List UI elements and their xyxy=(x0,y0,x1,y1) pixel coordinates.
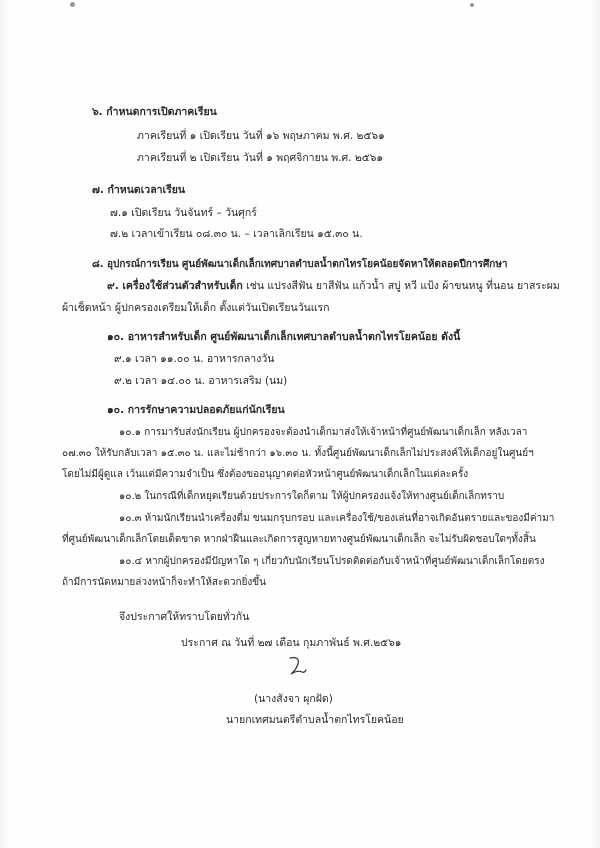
scan-mark xyxy=(70,2,75,7)
section-7-heading: ๗. กำหนดเวลาเรียน xyxy=(92,184,186,196)
section-9-text-1: เช่น แปรงสีฟัน ยาสีฟัน แก้วน้ำ สบู่ หวี แป้ง ผ้าขนหนู ที่นอน ยาสระผม xyxy=(246,280,560,292)
safety-3-line-2: ที่ศูนย์พัฒนาเด็กเล็กโดยเด็ดขาด หากฝ่าฝืนและเกิดการสูญหายทางศูนย์พัฒนาเด็กเล็ก จะไม่รับผิดชอบใดๆทั้งสิ้น xyxy=(62,534,536,545)
term-2-text: ภาคเรียนที่ ๒ เปิดเรียน วันที่ ๑ พฤศจิกายน พ.ศ. ๒๕๖๑ xyxy=(137,152,384,164)
safety-1-line-3: โดยไม่มีผู้ดูแล เว้นแต่มีความจำเป็น ซึ่งต้องขออนุญาตต่อหัวหน้าศูนย์พัฒนาเด็กเล็กในแต่ละครั้ง xyxy=(62,469,469,480)
section-7-item-1: ๗.๑ เปิดเรียน วันจันทร์ – วันศุกร์ xyxy=(110,207,257,219)
signature-mark xyxy=(286,654,308,678)
section-8-heading: ๘. อุปกรณ์การเรียน ศูนย์พัฒนาเด็กเล็กเทศบาลตำบลน้ำตกไทรโยคน้อยจัดหาให้ตลอดปีการศึกษา xyxy=(92,259,508,270)
food-item-2: ๙.๒ เวลา ๑๔.๐๐ น. อาหารเสริม (นม) xyxy=(114,375,288,387)
signatory-title: นายกเทศมนตรีตำบลน้ำตกไทรโยคน้อย xyxy=(226,714,404,726)
food-item-1: ๙.๑ เวลา ๑๑.๐๐ น. อาหารกลางวัน xyxy=(114,353,275,365)
section-9-line-1 xyxy=(107,280,560,293)
safety-1-line-1: ๑๐.๑ การมารับส่งนักเรียน ผู้ปกครองจะต้องนำเด็กมาส่งให้เจ้าหน้าที่ศูนย์พัฒนาเด็กเล็ก หลังเวลา xyxy=(119,427,528,438)
safety-1-line-2: ๐๗.๓๐ ให้รับกลับเวลา ๑๕.๓๐ น. และไม่ช้ากว่า ๑๖.๓๐ น. ทั้งนี้ศูนย์พัฒนาเด็กเล็กไม่ประสงค์ให้เด็กอยู่ในศูนย์ฯ xyxy=(62,448,534,459)
section-9-lead: ๙. เครื่องใช้ส่วนตัวสำหรับเด็ก xyxy=(107,280,243,292)
section-10-safety-heading: ๑๐. การรักษาความปลอดภัยแก่นักเรียน xyxy=(107,404,285,416)
section-6-heading: ๖. กำหนดการเปิดภาคเรียน xyxy=(92,106,217,118)
safety-2-text: ๑๐.๒ ในกรณีที่เด็กหยุดเรียนด้วยประการใดก็ตาม ให้ผู้ปกครองแจ้งให้ทางศูนย์เด็กเล็กทราบ xyxy=(119,491,505,502)
section-9-line-2: ผ้าเช็ดหน้า ผู้ปกครองเตรียมให้เด็ก ตั้งแต่วันเปิดเรียนวันแรก xyxy=(62,302,330,314)
scan-mark xyxy=(470,3,474,7)
signatory-name: (นางสังจา ผุกฝัด) xyxy=(254,693,333,705)
announcement-text: จึงประกาศให้ทราบโดยทั่วกัน xyxy=(119,611,250,623)
section-10-food-heading: ๑๐. อาหารสำหรับเด็ก ศูนย์พัฒนาเด็กเล็กเทศบาลตำบลน้ำตกไทรโยคน้อย ดังนี้ xyxy=(107,331,461,343)
safety-4-line-2: ถ้ามีการนัดหมายล่วงหน้าก็จะทำให้สะดวกยิ่งขึ้น xyxy=(62,577,266,588)
section-7-item-2: ๗.๒ เวลาเข้าเรียน ๐๘.๓๐ น. – เวลาเลิกเรียน ๑๕.๓๐ น. xyxy=(110,228,363,240)
safety-3-line-1: ๑๐.๓ ห้ามนักเรียนนำเครื่องดื่ม ขนมกรุบกรอบ และเครื่องใช้/ของเล่นที่อาจเกิดอันตรายและของมีค่ามา xyxy=(119,513,555,524)
announcement-date: ประกาศ ณ วันที่ ๒๗ เดือน กุมภาพันธ์ พ.ศ.๒๕๖๑ xyxy=(181,637,402,649)
safety-4-line-1: ๑๐.๔ หากผู้ปกครองมีปัญหาใด ๆ เกี่ยวกับนักเรียนโปรดติดต่อกับเจ้าหน้าที่ศูนย์พัฒนาเด็กเล็กโดยตรง xyxy=(119,556,545,567)
term-1-text: ภาคเรียนที่ ๑ เปิดเรียน วันที่ ๑๖ พฤษภาคม พ.ศ. ๒๕๖๑ xyxy=(137,130,385,142)
